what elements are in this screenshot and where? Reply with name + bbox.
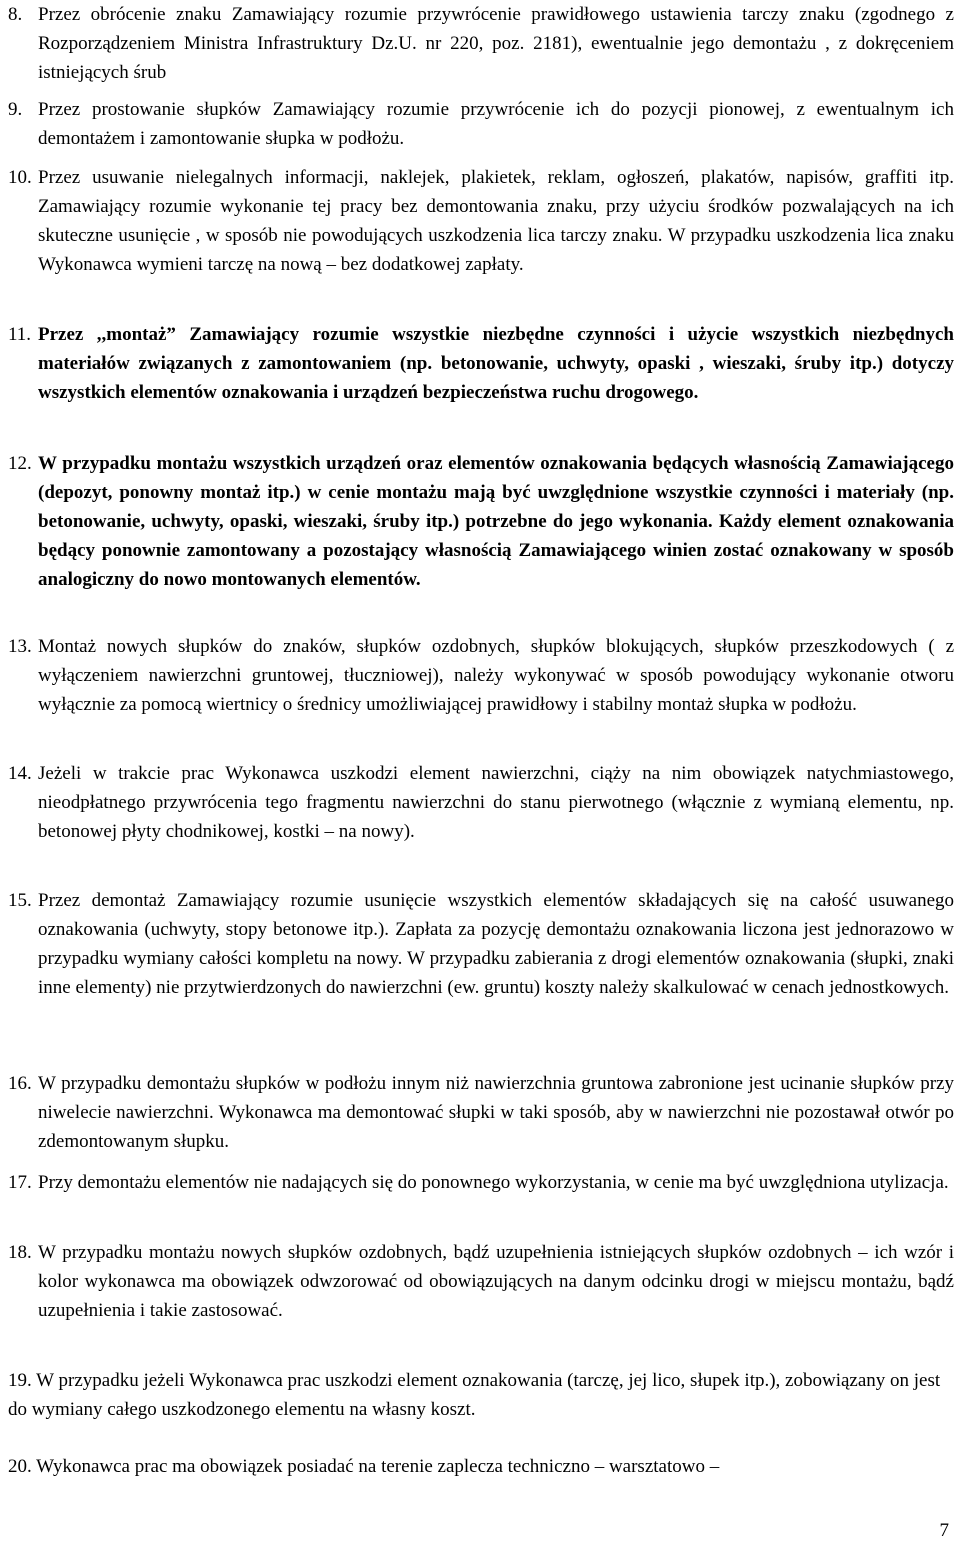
item-text: Przez ,,montaż” Zamawiający rozumie wszystkie niezbędne czynności i użycie wszystkich niezbędnych materiałów związanych z zamontowaniem (np. betonowanie, uchwyty, opaski , wieszaki, śruby itp.) dotyczy wszystkich elementów oznakowania i urządzeń bezpieczeństwa ruchu drogowego. — [38, 324, 954, 403]
list-item-11 — [8, 320, 954, 407]
item-text: Przez obrócenie znaku Zamawiający rozumie przywrócenie prawidłowego ustawienia tarczy znaku (zgodnego z Rozporządzeniem Ministra Infrastruktury Dz.U. nr 220, poz. 2181), ewentualnie jego demontażu , z dokręceniem istniejących śrub — [38, 4, 954, 83]
item-text: W przypadku montażu nowych słupków ozdobnych, bądź uzupełnienia istniejących słupków ozdobnych – ich wzór i kolor wykonawca ma obowiązek odwzorować od obowiązujących na danym odcinku drogi w miejscu montażu, bądź uzupełnienia i takie zastosować. — [38, 1242, 954, 1321]
item-text: W przypadku demontażu słupków w podłożu innym niż nawierzchnia gruntowa zabronione jest ucinanie słupków przy niwelecie nawierzchni. Wykonawca ma demontować słupki w taki sposób, aby w nawierzchni nie pozostawał otwór po zdemontowanym słupku. — [38, 1073, 954, 1152]
item-number: 16. — [8, 1073, 32, 1094]
item-text: Przy demontażu elementów nie nadających się do ponownego wykorzystania, w cenie ma być uwzględniona utylizacja. — [38, 1172, 949, 1193]
list-item-15 — [8, 886, 954, 1002]
item-text: Jeżeli w trakcie prac Wykonawca uszkodzi element nawierzchni, ciąży na nim obowiązek natychmiastowego, nieodpłatnego przywrócenia tego fragmentu nawierzchni do stanu pierwotnego (włącznie z wymianą elementu, np. betonowej płyty chodnikowej, kostki – na nowy). — [38, 763, 954, 842]
list-item-13 — [8, 632, 954, 719]
item-text: Montaż nowych słupków do znaków, słupków ozdobnych, słupków blokujących, słupków przeszkodowych ( z wyłączeniem nawierzchni gruntowej, tłuczniowej), należy wykonywać w sposób powodujący wykonanie otworu wyłącznie za pomocą wiertnicy o średnicy umożliwiającej prawidłowy i stabilny montaż słupka w podłożu. — [38, 636, 954, 715]
item-number: 12. — [8, 453, 32, 474]
page-number: 7 — [939, 1520, 949, 1541]
item-number: 10. — [8, 167, 32, 188]
item-text: W przypadku jeżeli Wykonawca prac uszkodzi element oznakowania (tarczę, jej lico, słupek itp.), zobowiązany on jest do wymiany całego uszkodzonego elementu na własny koszt. — [8, 1370, 941, 1420]
item-number: 15. — [8, 890, 32, 911]
list-item-16 — [8, 1069, 954, 1156]
item-text: Przez demontaż Zamawiający rozumie usunięcie wszystkich elementów składających się na całość usuwanego oznakowania (uchwyty, stopy betonowe itp.). Zapłata za pozycję demontażu oznakowania liczona jest jednorazowo w przypadku wymiany całości kompletu na nowy. W przypadku zabierania z drogi elementów oznakowania (słupki, znaki inne elementy) nie przytwierdzonych do nawierzchni (ew. gruntu) koszty należy skalkulować w cenach jednostkowych. — [38, 890, 954, 998]
item-text: Przez usuwanie nielegalnych informacji, naklejek, plakietek, reklam, ogłoszeń, plakatów, napisów, graffiti itp. Zamawiający rozumie wykonanie tej pracy bez demontowania znaku, przy użyciu środków pozwalających na ich skuteczne usunięcie , w sposób nie powodujących uszkodzenia lica tarczy znaku. W przypadku uszkodzenia lica znaku Wykonawca wymieni tarczę na nową – bez dodatkowej zapłaty. — [38, 167, 954, 275]
list-item-10 — [8, 163, 954, 279]
item-number: 20. — [8, 1456, 32, 1477]
item-number: 13. — [8, 636, 32, 657]
item-number: 14. — [8, 763, 32, 784]
list-item-14 — [8, 759, 954, 846]
item-number: 17. — [8, 1172, 32, 1193]
item-number: 19. — [8, 1370, 32, 1391]
list-item-12 — [8, 449, 954, 594]
item-text: Przez prostowanie słupków Zamawiający rozumie przywrócenie ich do pozycji pionowej, z ewentualnym ich demontażem i zamontowanie słupka w podłożu. — [38, 99, 954, 149]
item-number: 18. — [8, 1242, 32, 1263]
item-text: Wykonawca prac ma obowiązek posiadać na terenie zaplecza techniczno – warsztatowo – — [36, 1456, 720, 1477]
list-item-8 — [8, 0, 954, 87]
list-item-18 — [8, 1238, 954, 1325]
item-number: 9. — [8, 99, 23, 120]
list-item-20 — [8, 1452, 954, 1481]
item-number: 11. — [8, 324, 32, 345]
list-item-9 — [8, 95, 954, 153]
item-number: 8. — [8, 4, 23, 25]
item-text: W przypadku montażu wszystkich urządzeń oraz elementów oznakowania będących własnością Zamawiającego (depozyt, ponowny montaż itp.) w cenie montażu mają być uwzględnione wszystkie czynności i materiały (np. betonowanie, uchwyty, opaski, wieszaki, śruby itp.) potrzebne do jego wykonania. Każdy element oznakowania będący ponownie zamontowany a pozostający własnością Zamawiającego winien zostać oznakowany w sposób analogiczny do nowo montowanych elementów. — [38, 453, 954, 590]
list-item-17 — [8, 1168, 954, 1197]
list-item-19 — [8, 1366, 954, 1424]
